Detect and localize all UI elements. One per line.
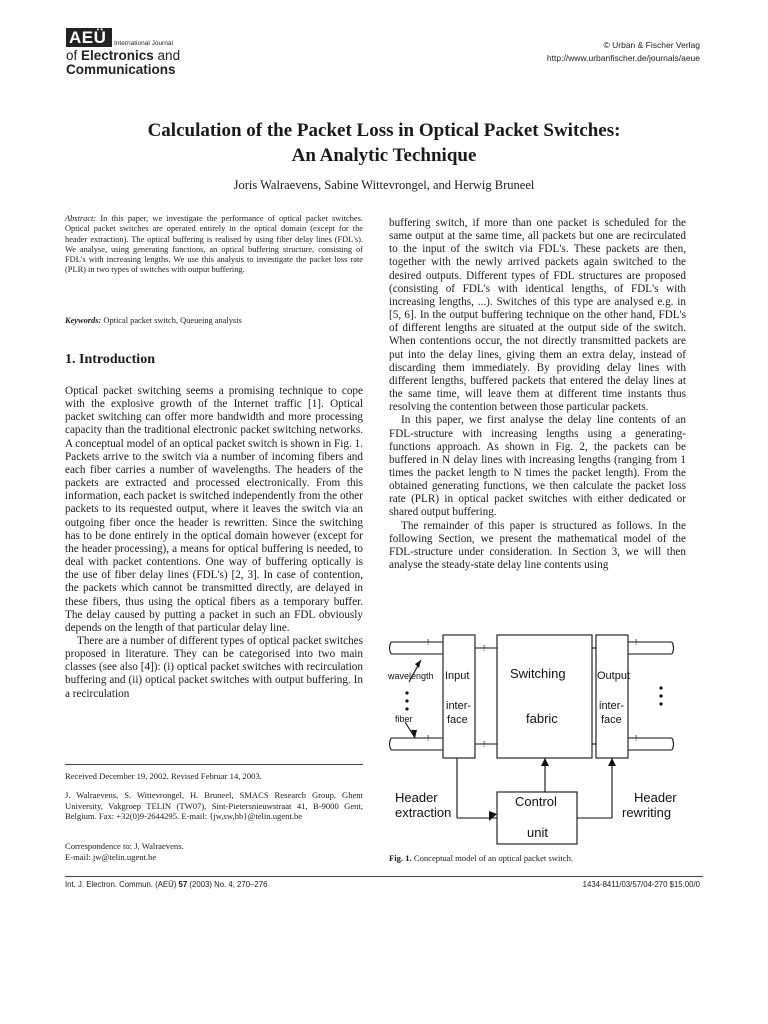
output-interface-label: Output xyxy=(597,670,631,682)
fiber-marker: ! xyxy=(427,734,430,743)
input-interface-label: Input xyxy=(445,670,470,682)
figure-caption: Fig. 1. Conceptual model of an optical packet switch. xyxy=(389,853,574,863)
journal-logo: AEÜ xyxy=(66,28,112,47)
fiber-marker: ! xyxy=(483,740,486,749)
journal-name-line: of Electronics and xyxy=(66,48,181,63)
header-rewriting-label: Header xyxy=(634,790,677,805)
paragraph: buffering switch, if more than one packet is scheduled for the same output at the same time, all packets but one are recirculated to the input of the switch via FDL's. These packets are then, together with the newly arrived packets again switched to the desired outputs. Different types of FDL structures are proposed (consisting of FDL's with identical lengths, of FDL's with increasing lengths, ...). Switches of this type are analysed e.g. in [5, 6]. In the output buffering technique on the other hand, FDL's of different lengths are situated at the output side of the switch. When contentions occur, the not directly transmitted packets are put into the delay lines, giving them an extra delay, instead of discarding them immediately. By providing delay lines with different lengths, buffered packets that entered the delay lines at the same time, will leave them at different time instants thus resolving the contention between those particular packets. xyxy=(389,217,686,414)
header-extraction-label: Header xyxy=(395,790,438,805)
figure-1-diagram xyxy=(385,630,685,848)
abstract-label: Abstract: xyxy=(65,214,97,223)
journal-url[interactable]: http://www.urbanfischer.de/journals/aeue xyxy=(546,53,700,63)
switching-fabric-label: Switching xyxy=(510,666,566,681)
received-dates: Received December 19, 2002. Revised Februar 14, 2003. xyxy=(65,771,262,781)
paragraph: There are a number of different types of optical packet switches proposed in literature. They can be categorised into two main classes (see also [4]): (i) optical packet switches with recirculation buffering and (ii) optical packet switches with output buffering. In a recirculation xyxy=(65,634,363,700)
input-interface-label: inter- xyxy=(446,700,472,712)
header-rewriting-label: rewriting xyxy=(622,805,672,820)
fiber-marker: ! xyxy=(635,734,638,743)
paper-authors: Joris Walraevens, Sabine Wittevrongel, and Herwig Bruneel xyxy=(233,178,535,192)
section-heading: 1. Introduction xyxy=(65,352,155,367)
control-unit-label: Control xyxy=(515,794,557,809)
citation: Int. J. Electron. Commun. (AEÜ) 57 (2003) No. 4, 270–276 xyxy=(65,880,268,889)
intro-text xyxy=(65,385,363,701)
abstract xyxy=(65,214,363,276)
right-column-text xyxy=(389,217,686,572)
abstract-text: In this paper, we investigate the performance of optical packet switches. Optical packet switches are operated entirely in the optical domain (except for the header extraction). The optical buffering is realised by using fiber delay lines (FDL's). We analyse, using generating functions, an optical buffering structure, consisting of FDL's with increasing lengths. We use this analysis to investigate the packet loss rate (PLR) in two types of switches with output buffering. xyxy=(65,214,363,275)
article-code: 1434-8411/03/57/04-270 $15.00/0 xyxy=(582,880,700,889)
output-interface-label: face xyxy=(601,714,622,726)
paragraph: The remainder of this paper is structured as follows. In the following Section, we present the mathematical model of the FDL-structure under consideration. In Section 3, we will then analyse the steady-state delay line contents using xyxy=(389,519,686,572)
journal-name-line3: Communications xyxy=(66,62,176,77)
keywords: Keywords: Optical packet switch, Queueing analysis xyxy=(65,316,242,325)
input-interface-label: face xyxy=(447,714,468,726)
footnote-rule xyxy=(65,764,363,765)
fiber-label: fiber xyxy=(395,714,413,724)
correspondence: Correspondence to: J. Walraevens. E-mail: jw@telin.ugent.be xyxy=(65,841,363,862)
output-interface-label: inter- xyxy=(599,700,625,712)
header-extraction-label: extraction xyxy=(395,805,452,820)
paragraph: In this paper, we first analyse the delay line contents of an FDL-structure with increasing lengths using a generating-functions approach. As shown in Fig. 2, the packets can be buffered in N delay lines with increasing lengths (ranging from 1 times the packet length to N times the packet length). From the obtained generating functions, we then calculate the packet loss rate (PLR) in optical packet switches with either dedicated or shared output buffering. xyxy=(389,414,686,519)
switching-fabric-label: fabric xyxy=(526,711,558,726)
paragraph: Optical packet switching seems a promising technique to cope with the explosive growth of the Internet traffic [1]. Optical packet switching can offer more bandwidth and more processing capacity than the traditional electronic packet switching networks. A conceptual model of an optical packet switch is shown in Fig. 1. Packets arrive to the switch via a number of incoming fibers and each fiber carries a number of wavelengths. The headers of the packets are extracted and processed electronically. From this information, each packet is switched independently from the other packets to its requested output, where it leaves the switch via an outgoing fiber once the header is rewritten. Since the switching has to be done entirely in the optical domain however (except for the header processing), a means for optical buffering is needed, to deal with packet contentions. One way of buffering optically is the use of fiber delay lines (FDL's) [2, 3]. In case of contention, the packets which cannot be transmitted directly, are delayed in these fibers, thus using the optical fibers as a temporary buffer. The delay caused by putting a packet in such an FDL obviously depends on the length of that particular delay line. xyxy=(65,385,363,634)
page-footer-rule xyxy=(65,876,703,877)
publisher-info xyxy=(547,39,700,65)
control-unit-label: unit xyxy=(527,825,548,840)
paper-title: Calculation of the Packet Loss in Optical Packet Switches: An Analytic Technique xyxy=(147,120,621,166)
fiber-marker: ! xyxy=(635,638,638,647)
affiliation: J. Walraevens, S. Wittevrongel, H. Bruneel, SMACS Research Group, Ghent University, Vakgroep TELIN (TW07), Sint-Pietersnieuwstraat 41, B-9000 Gent, Belgium. Fax: +32(0)9-2644295. E-mail: {jw,sw,hb}@telin.ugent.be xyxy=(65,790,363,822)
journal-logo-subtitle: International Journal xyxy=(114,40,173,47)
correspondence-email: E-mail: jw@telin.ugent.be xyxy=(65,851,157,862)
fiber-marker: ! xyxy=(483,644,486,653)
wavelength-label: wavelength xyxy=(388,671,434,681)
publisher-name: © Urban & Fischer Verlag xyxy=(603,40,700,50)
fiber-marker: ! xyxy=(427,638,430,647)
